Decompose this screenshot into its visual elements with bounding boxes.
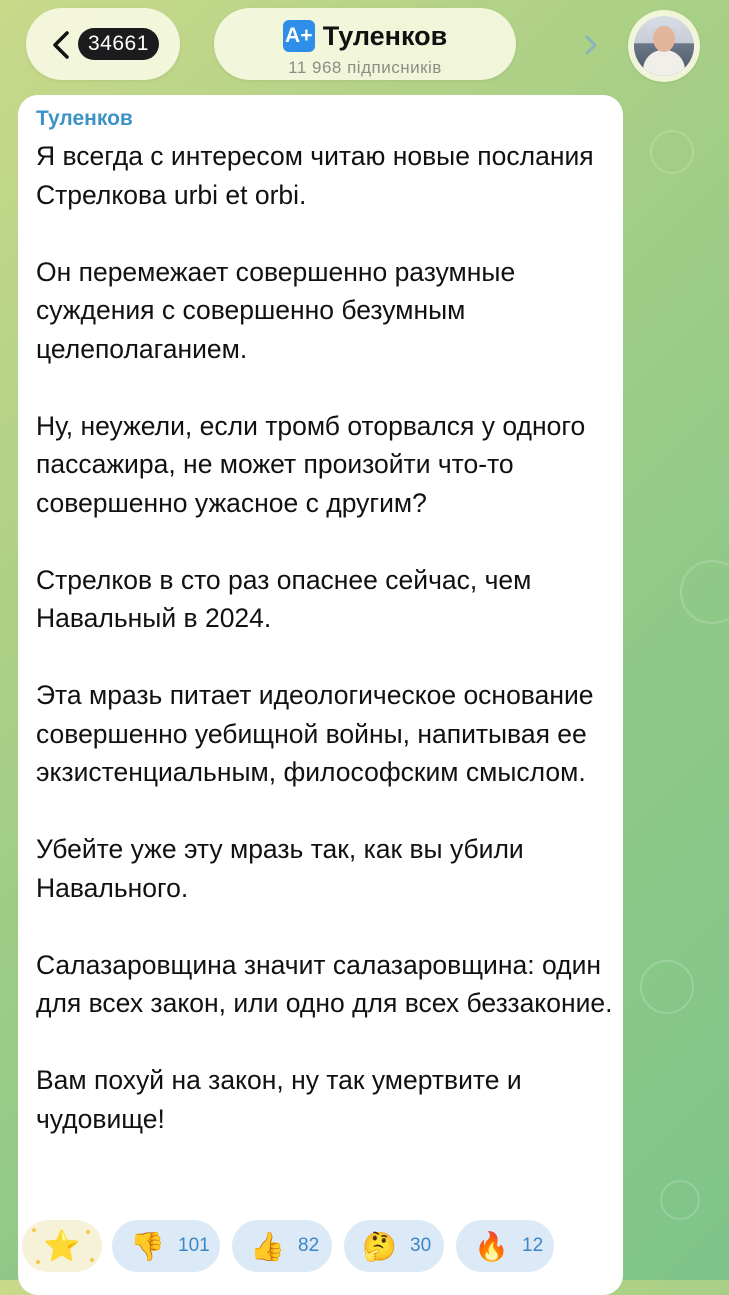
message-paragraph: Салазаровщина значит салазаровщина: один для всех закон, или одно для всех беззаконие.: [36, 949, 613, 1018]
message-paragraph: Стрелков в сто раз опаснее сейчас, чем Навальный в 2024.: [36, 564, 532, 633]
wallpaper-doodle: [640, 960, 694, 1014]
thumbs-up-icon: 👍: [250, 1230, 285, 1262]
message-paragraph: Я всегда с интересом читаю новые послания Стрелкова urbi et orbi.: [36, 141, 594, 210]
fire-icon: 🔥: [474, 1230, 509, 1262]
chat-header: [0, 0, 729, 84]
message-paragraph: Он перемежает совершенно разумные суждения с совершенно безумным целеполаганием.: [36, 256, 516, 364]
reaction-thinking[interactable]: [344, 1220, 444, 1272]
message-bubble[interactable]: [18, 95, 623, 1295]
star-reaction[interactable]: [22, 1220, 102, 1272]
wallpaper-doodle: [660, 1180, 700, 1220]
message-sender[interactable]: Туленков: [36, 107, 133, 130]
message-paragraph: Ну, неужели, если тромб оторвался у одного пассажира, не может произойти что-то совершенно ужасное с другим?: [36, 410, 586, 518]
thumbs-down-icon: 👎: [130, 1230, 165, 1262]
channel-name: Туленков: [322, 20, 448, 51]
chevron-right-icon: [584, 34, 598, 56]
avatar-photo: [634, 16, 694, 76]
reaction-count: 101: [178, 1235, 210, 1256]
message-text: [36, 137, 616, 1177]
reaction-thumbs-up[interactable]: [232, 1220, 332, 1272]
channel-avatar[interactable]: [628, 10, 700, 82]
message-paragraph: Убейте уже эту мразь так, как вы убили Навального.: [36, 834, 524, 903]
reaction-count: 12: [522, 1235, 544, 1256]
star-icon: ⭐: [43, 1229, 81, 1263]
reaction-fire[interactable]: [456, 1220, 554, 1272]
message-paragraph: Вам похуй на закон, ну так умертвите и чудовище!: [36, 1065, 522, 1134]
wallpaper-doodle: [680, 560, 729, 624]
message-paragraph: Эта мразь питает идеологическое основание совершенно уебищной войны, напитывая ее экзистенциальным, философским смыслом.: [36, 680, 594, 787]
thinking-face-icon: 🤔: [362, 1230, 397, 1262]
channel-title-button[interactable]: [214, 8, 516, 80]
wallpaper-doodle: [650, 130, 694, 174]
reaction-thumbs-down[interactable]: [112, 1220, 220, 1272]
unread-count-badge: 34661: [78, 28, 159, 60]
chevron-left-icon: [50, 30, 72, 60]
channel-badge-icon: A+: [283, 20, 315, 52]
reaction-count: 82: [298, 1235, 320, 1256]
back-button[interactable]: [26, 8, 180, 80]
reactions-bar: [22, 1220, 622, 1272]
reaction-count: 30: [410, 1235, 432, 1256]
subscriber-count: 11 968 підписників: [288, 58, 442, 77]
